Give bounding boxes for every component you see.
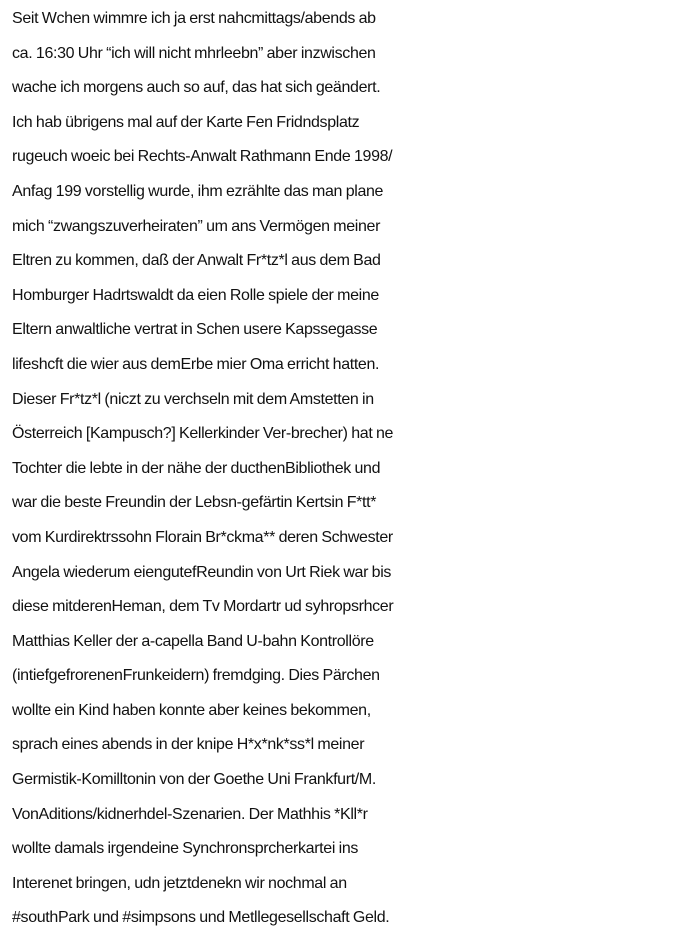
text-line: #southPark und #simpsons und Metllegesellschaft Geld. (12, 909, 390, 927)
text-line: Österreich [Kampusch?] Kellerkinder Ver-brecher) hat ne (12, 425, 394, 443)
text-line: Angela wiederum eiengutefReundin von Urt Riek war bis (12, 563, 392, 581)
text-line: sprach eines abends in der knipe H*x*nk*ss*l meiner (12, 736, 365, 754)
text-line: diese mitderenHeman, dem Tv Mordartr ud syhropsrhcer (12, 598, 394, 616)
text-line: wache ich morgens auch so auf, das hat sich geändert. (12, 79, 381, 97)
text-line: Interenet bringen, udn jetztdenekn wir nochmal an (12, 874, 347, 892)
text-line: vom Kurdirektrssohn Florain Br*ckma** deren Schwester (12, 528, 393, 546)
text-line: Anfag 199 vorstellig wurde, ihm ezrählte das man plane (12, 182, 384, 200)
text-line: ca. 16:30 Uhr “ich will nicht mhrleebn” aber inzwischen (12, 44, 376, 62)
text-line: Homburger Hadrtswaldt da eien Rolle spiele der meine (12, 286, 379, 304)
text-line: war die beste Freundin der Lebsn-gefärtin Kertsin F*tt* (12, 494, 377, 512)
text-line: wollte damals irgendeine Synchronsprcherkartei ins (12, 840, 359, 858)
text-line: Seit Wchen wimmre ich ja erst nahcmittags/abends ab (12, 10, 376, 27)
text-line: Matthias Keller der a-capella Band U-bahn Kontrollöre (12, 632, 374, 650)
text-line: (intiefgefrorenenFrunkeidern) fremdging. Dies Pärchen (12, 667, 380, 685)
text-line: rugeuch woeic bei Rechts-Anwalt Rathmann Ende 1998/ (12, 148, 393, 166)
text-line: Tochter die lebte in der nähe der ducthenBibliothek und (12, 459, 381, 477)
text-line: Eltren zu kommen, daß der Anwalt Fr*tz*l aus dem Bad (12, 252, 381, 270)
text-line: lifeshcft die wier aus demErbe mier Oma erricht hatten. (12, 355, 380, 373)
document-text (12, 2, 680, 936)
text-line: mich “zwangszuverheiraten” um ans Vermögen meiner (12, 217, 381, 235)
text-line: Dieser Fr*tz*l (niczt zu verchseln mit dem Amstetten in (12, 390, 374, 408)
text-line: Ich hab übrigens mal auf der Karte Fen Fridndsplatz (12, 113, 360, 131)
text-line: wollte ein Kind haben konnte aber keines bekommen, (12, 701, 371, 719)
text-line: Eltern anwaltliche vertrat in Schen usere Kapssegasse (12, 321, 378, 339)
text-line: VonAditions/kidnerhdel-Szenarien. Der Mathhis *Kll*r (12, 805, 368, 823)
text-line: Germistik-Komilltonin von der Goethe Uni Frankfurt/M. (12, 771, 376, 789)
